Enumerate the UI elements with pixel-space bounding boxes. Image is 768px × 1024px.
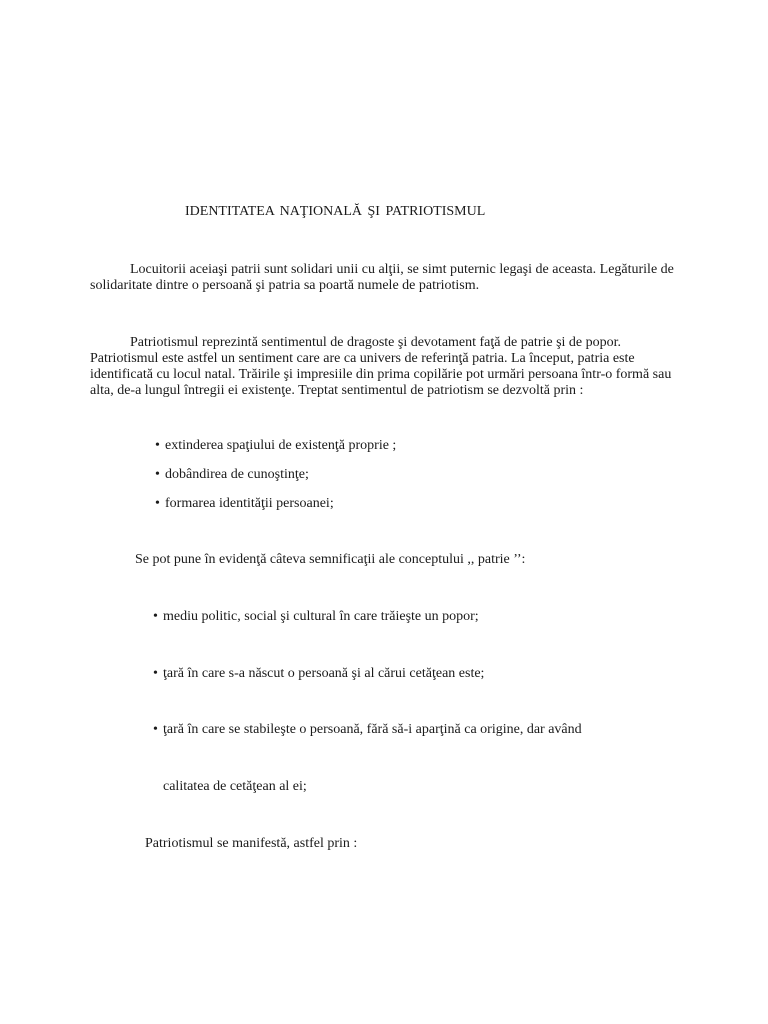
list-item [155,438,396,454]
paragraph-line: Patriotismul este astfel un sentiment care are ca univers de referinţă patria. La început, patria este [90,351,635,366]
bullet-icon: • [155,496,160,511]
list-item [153,722,582,738]
list-item-continuation: calitatea de cetăţean al ei; [163,779,307,794]
bullet-icon: • [153,609,158,624]
paragraph-line: alta, de-a lungul întregii ei existenţe. Treptat sentimentul de patriotism se dezvoltă prin : [90,383,584,398]
lead-sentence-manifestation: Patriotismul se manifestă, astfel prin : [145,836,358,851]
bullet-icon: • [155,467,160,482]
list-item [153,666,484,682]
lead-sentence-meanings: Se pot pune în evidenţă câteva semnificaţii ale conceptului ,, patrie ’’: [135,552,526,567]
list-item-text: ţară în care s-a născut o persoană şi al cărui cetăţean este; [163,666,485,681]
paragraph-line: identificată cu locul natal. Trăirile şi impresiile din prima copilărie pot urmări persoana într-o formă sau [90,367,672,382]
list-item-text: dobândirea de cunoştinţe; [165,467,309,482]
list-item-text: extinderea spaţiului de existenţă proprie ; [165,438,397,453]
document-title: IDENTITATEA NAŢIONALĂ ŞI PATRIOTISMUL [185,204,486,219]
list-item-text: ţară în care se stabileşte o persoană, fără să-i aparţină ca origine, dar având [163,722,582,737]
paragraph-line: Patriotismul reprezintă sentimentul de dragoste şi devotament faţă de patrie şi de popor. [130,335,622,350]
paragraph-line: Locuitorii aceiaşi patrii sunt solidari unii cu alţii, se simt puternic legaşi de aceasta. Legăturile de [130,262,674,277]
list-item [155,496,334,512]
paragraph-solidarity [90,262,675,294]
list-item-text: formarea identităţii persoanei; [165,496,334,511]
paragraph-line: solidaritate dintre o persoană şi patria sa poartă numele de patriotism. [90,278,480,293]
list-item [155,467,309,483]
bullet-icon: • [155,438,160,453]
paragraph-patriotism-definition [90,335,675,399]
list-item [153,609,479,625]
bullet-icon: • [153,722,158,737]
bullet-icon: • [153,666,158,681]
list-item-text: mediu politic, social şi cultural în care trăieşte un popor; [163,609,479,624]
